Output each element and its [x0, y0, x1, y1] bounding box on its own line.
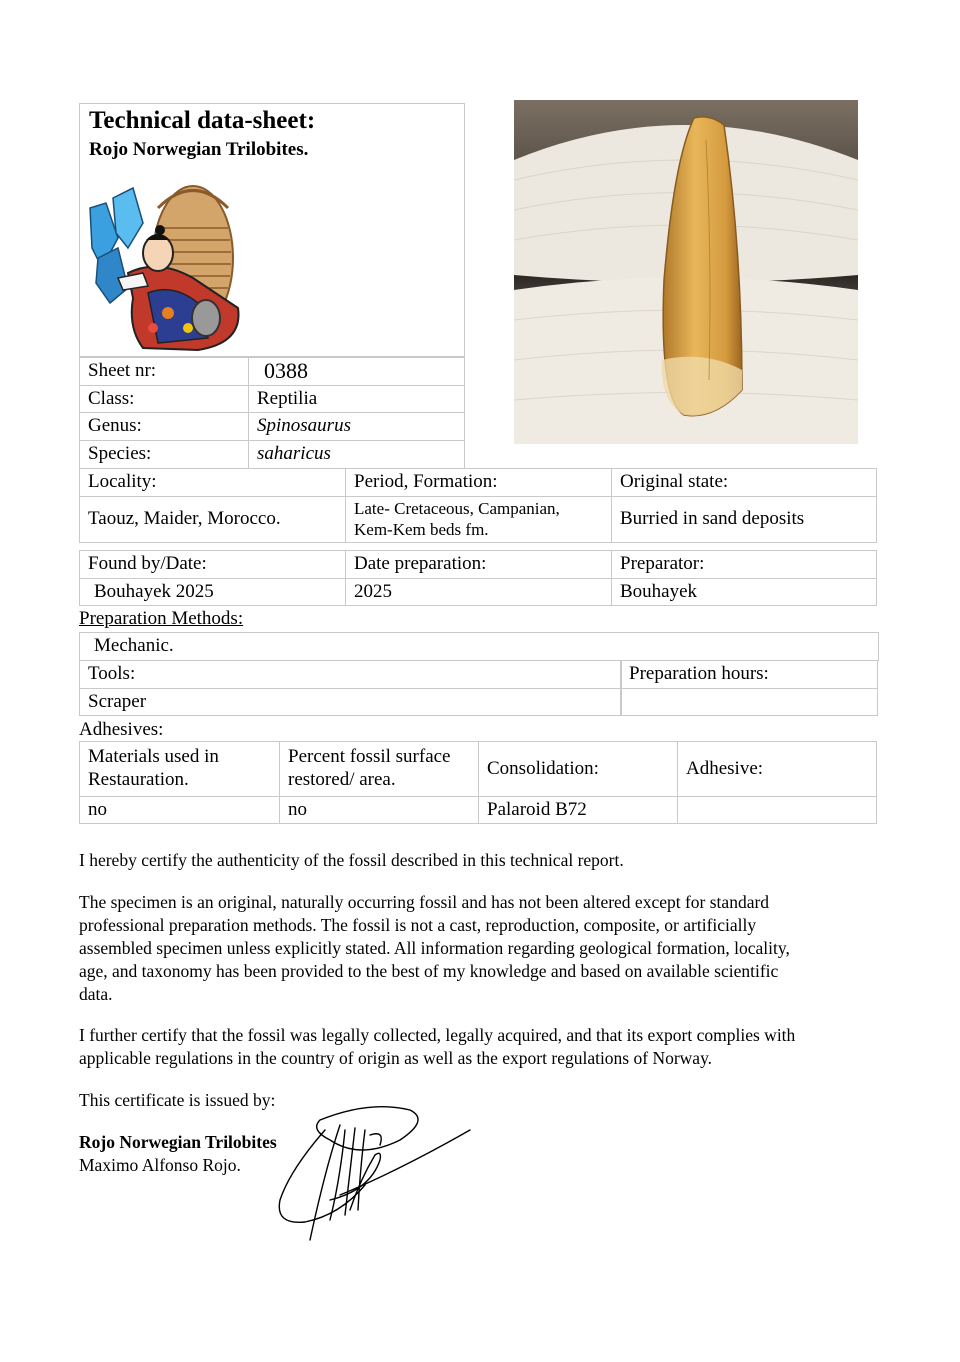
certificate-paragraph-1: I hereby certify the authenticity of the fossil described in this technical report.	[79, 850, 624, 870]
percent-restored-header-line1: Percent fossil surface	[288, 746, 451, 768]
locality-value: Taouz, Maider, Morocco.	[79, 496, 346, 543]
trilobite-samurai-logo-icon	[88, 178, 248, 353]
period-value	[345, 496, 612, 543]
preparation-methods-heading: Preparation Methods:	[79, 608, 244, 629]
certificate-paragraph-3-line2: applicable regulations in the country of origin as well as the export regulations of Norway.	[79, 1048, 713, 1068]
certificate-paragraph-2-line5: data.	[79, 984, 113, 1004]
issuer-company: Rojo Norwegian Trilobites	[79, 1132, 277, 1152]
certificate-paragraph-3-line1: I further certify that the fossil was legally collected, legally acquired, and that its export complies with	[79, 1025, 796, 1045]
percent-restored-value: no	[279, 796, 479, 824]
species-label: Species:	[79, 440, 249, 469]
original-state-value: Burried in sand deposits	[611, 496, 877, 543]
tools-label: Tools:	[79, 660, 622, 689]
genus-label: Genus:	[79, 412, 249, 441]
certificate-paragraph-2	[79, 891, 879, 1006]
class-value: Reptilia	[248, 385, 465, 413]
certificate-paragraph-2-line3: assembled specimen unless explicitly stated. All information regarding geological formation, locality,	[79, 938, 790, 958]
locality-label: Locality:	[79, 468, 346, 497]
certificate-paragraph-3	[79, 1024, 879, 1070]
page-title: Technical data-sheet:	[89, 107, 316, 134]
materials-value: no	[79, 796, 280, 824]
preparator-value: Bouhayek	[611, 578, 877, 606]
certificate-paragraph-2-line4: age, and taxonomy has been provided to the best of my knowledge and based on available scientific	[79, 961, 779, 981]
found-by-value: Bouhayek 2025	[79, 578, 346, 606]
certificate-paragraph-2-line1: The specimen is an original, naturally occurring fossil and has not been altered except for standard	[79, 892, 770, 912]
period-label: Period, Formation:	[345, 468, 612, 497]
period-value-line1: Late- Cretaceous, Campanian,	[354, 499, 560, 519]
percent-restored-header-line2: restored/ area.	[288, 769, 396, 790]
class-label: Class:	[79, 385, 249, 413]
period-value-line2: Kem-Kem beds fm.	[354, 519, 489, 539]
consolidation-header: Consolidation:	[478, 741, 678, 797]
certificate-paragraph-2-line2: professional preparation methods. The fossil is not a cast, reproduction, composite, or artificially	[79, 915, 757, 935]
materials-header	[79, 741, 280, 797]
species-value: saharicus	[248, 440, 465, 469]
preparation-method-value: Mechanic.	[79, 632, 879, 661]
issued-by-text: This certificate is issued by:	[79, 1090, 276, 1110]
sheet-nr-value: 0388	[248, 357, 465, 386]
percent-restored-header	[279, 741, 479, 797]
genus-value: Spinosaurus	[248, 412, 465, 441]
page-subtitle: Rojo Norwegian Trilobites.	[89, 139, 309, 160]
consolidation-value: Palaroid B72	[478, 796, 678, 824]
preparation-hours-label: Preparation hours:	[620, 660, 878, 689]
found-by-label: Found by/Date:	[79, 550, 346, 579]
signature-icon	[270, 1100, 480, 1250]
tools-value: Scraper	[79, 688, 622, 716]
materials-header-line1: Materials used in	[88, 746, 219, 768]
date-preparation-value: 2025	[345, 578, 612, 606]
issuer-person: Maximo Alfonso Rojo.	[79, 1155, 241, 1175]
preparator-label: Preparator:	[611, 550, 877, 579]
preparation-hours-value	[620, 688, 878, 716]
sheet-nr-label: Sheet nr:	[79, 357, 249, 386]
date-preparation-label: Date preparation:	[345, 550, 612, 579]
spinosaurus-tooth-photo	[514, 100, 858, 444]
materials-header-line2: Restauration.	[88, 769, 189, 790]
adhesive-header: Adhesive:	[677, 741, 877, 797]
adhesives-heading: Adhesives:	[79, 719, 164, 740]
adhesive-value	[677, 796, 877, 824]
original-state-label: Original state:	[611, 468, 877, 497]
